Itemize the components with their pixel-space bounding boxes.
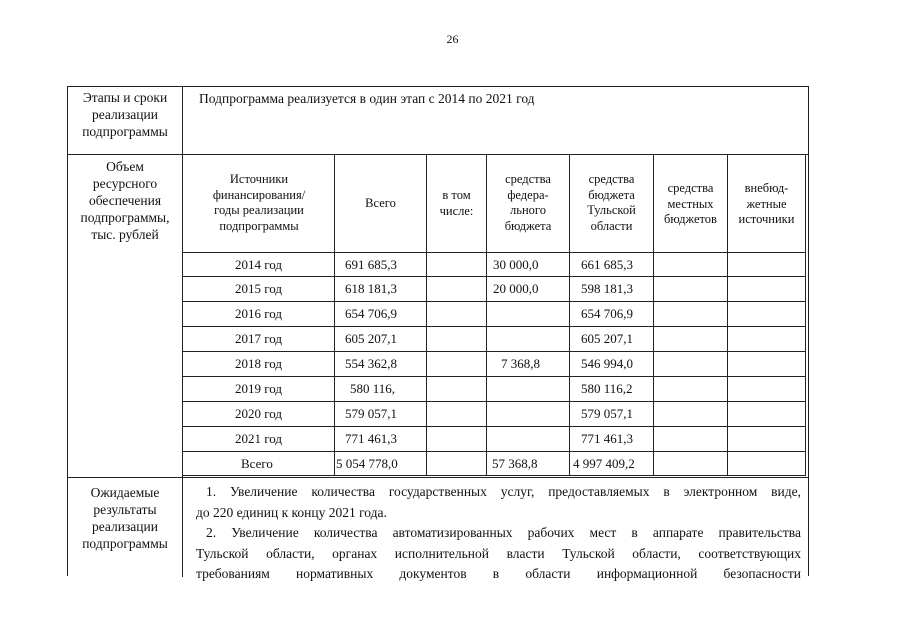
header-total: Всего bbox=[365, 196, 396, 210]
table-row: 2018 год 554 362,8 7 368,8 546 994,0 bbox=[235, 356, 633, 371]
header-including: в том числе: bbox=[439, 188, 474, 218]
table-row-total: Всего 5 054 778,0 57 368,8 4 997 409,2 bbox=[241, 456, 635, 471]
table-row: 2019 год 580 116, 580 116,2 bbox=[235, 381, 633, 396]
page-number: 26 bbox=[446, 32, 459, 46]
table-row: 2017 год 605 207,1 605 207,1 bbox=[235, 331, 633, 346]
table-row: 2021 год 771 461,3 771 461,3 bbox=[235, 431, 633, 446]
volume-label: Объем ресурсного обеспечения подпрограммы, тыс. рублей bbox=[80, 159, 170, 242]
table-row: 2016 год 654 706,9 654 706,9 bbox=[235, 306, 633, 321]
header-federal: средства федера- льного бюджета bbox=[504, 172, 552, 233]
stages-label: Этапы и сроки реализации подпрограммы bbox=[82, 90, 168, 139]
results-label: Ожидаемые результаты реализации подпрограммы bbox=[82, 485, 168, 551]
header-local: средства местных бюджетов bbox=[664, 181, 717, 226]
section-divider bbox=[68, 154, 808, 155]
passport-table bbox=[67, 86, 809, 581]
table-row: 2020 год 579 057,1 579 057,1 bbox=[235, 406, 633, 421]
table-row: 2014 год 691 685,3 30 000,0 661 685,3 bbox=[235, 257, 633, 272]
section-divider bbox=[68, 477, 808, 478]
stages-text: Подпрограмма реализуется в один этап с 2014 по 2021 год bbox=[199, 91, 535, 106]
table-row: 2015 год 618 181,3 20 000,0 598 181,3 bbox=[235, 281, 633, 296]
header-regional: средства бюджета Тульской области bbox=[587, 172, 636, 233]
header-extra: внебюд- жетные источники bbox=[738, 181, 795, 226]
results-text: 1. Увеличение количества государственных услуг, предоставляемых в электронном виде, до 220 единиц к концу 2021 года. 2. Увеличение количества автоматизированных рабочих мест в аппарате правительства Тульской области, органах исполнительной власти Тульской области, соответствующих требованиям нормативных документов в области информационной безопасности bbox=[196, 484, 801, 581]
header-source: Источники финансирования/ годы реализации подпрограммы bbox=[212, 172, 306, 233]
